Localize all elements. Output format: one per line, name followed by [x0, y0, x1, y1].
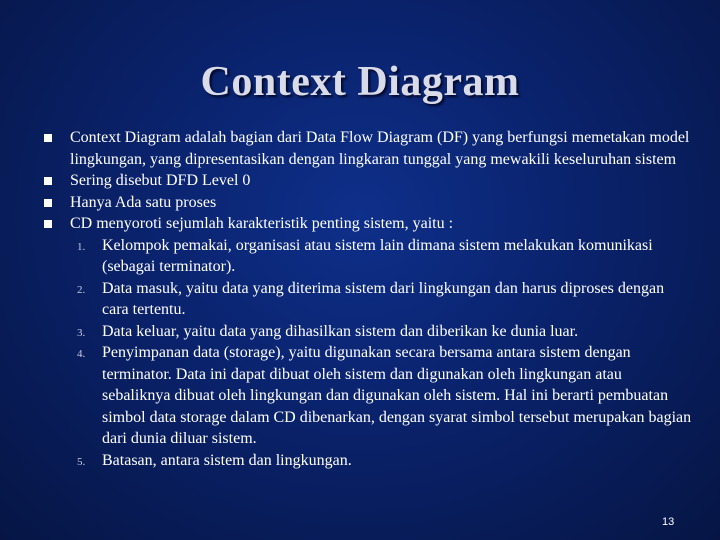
- bullet-item: [44, 127, 694, 170]
- list-number: 4.: [77, 348, 86, 360]
- list-item-text: Data masuk, yaitu data yang diterima sistem dari lingkungan dan harus diproses dengan cara tertentu.: [102, 279, 665, 318]
- numbered-list-item: [44, 278, 694, 321]
- list-number: 5.: [77, 455, 86, 468]
- list-number: 1.: [77, 240, 86, 253]
- square-bullet-icon: [44, 220, 52, 228]
- list-number: 2.: [77, 283, 86, 296]
- bullet-text: Sering disebut DFD Level 0: [70, 172, 251, 189]
- bullet-item: [44, 192, 694, 214]
- list-item-text: Penyimpanan data (storage), yaitu digunakan secara bersama antara sistem dengan terminator. Data ini dapat dibuat oleh sistem dan digunakan oleh lingkungan atau sebaliknya dibuat oleh lingkungan dan digunakan oleh sistem. Hal ini berarti pembuatan simbol data storage dalam CD dibenarkan, dengan syarat simbol tersebut merupakan bagian dari dunia diluar sistem.: [102, 344, 692, 447]
- square-bullet-icon: [44, 177, 52, 185]
- page-number: 13: [662, 516, 675, 528]
- square-bullet-icon: [44, 134, 52, 142]
- list-number: 3.: [77, 326, 86, 339]
- bullet-item: [44, 213, 694, 235]
- bullet-item: [44, 170, 694, 192]
- numbered-list-item: [44, 235, 694, 278]
- numbered-list-item: [44, 321, 694, 343]
- bullet-text: Hanya Ada satu proses: [70, 193, 217, 211]
- square-bullet-icon: [44, 199, 52, 207]
- numbered-list-item: [44, 342, 694, 450]
- numbered-list: [44, 235, 694, 472]
- list-item-text: Data keluar, yaitu data yang dihasilkan sistem dan diberikan ke dunia luar.: [102, 322, 579, 340]
- numbered-list-item: [44, 450, 694, 472]
- list-item-text: Kelompok pemakai, organisasi atau sistem lain dimana sistem melakukan komunikasi (sebagai terminator).: [102, 236, 653, 275]
- list-item-text: Batasan, antara sistem dan lingkungan.: [102, 451, 352, 469]
- slide-title: Context Diagram: [200, 59, 520, 105]
- bullet-text: CD menyoroti sejumlah karakteristik penting sistem, yaitu :: [70, 215, 454, 232]
- bullet-text: Context Diagram adalah bagian dari Data Flow Diagram (DF) yang berfungsi memetakan model lingkungan, yang dipresentasikan dengan lingkaran tunggal yang mewakili keseluruhan sistem: [70, 129, 690, 168]
- slide-content: [44, 127, 694, 471]
